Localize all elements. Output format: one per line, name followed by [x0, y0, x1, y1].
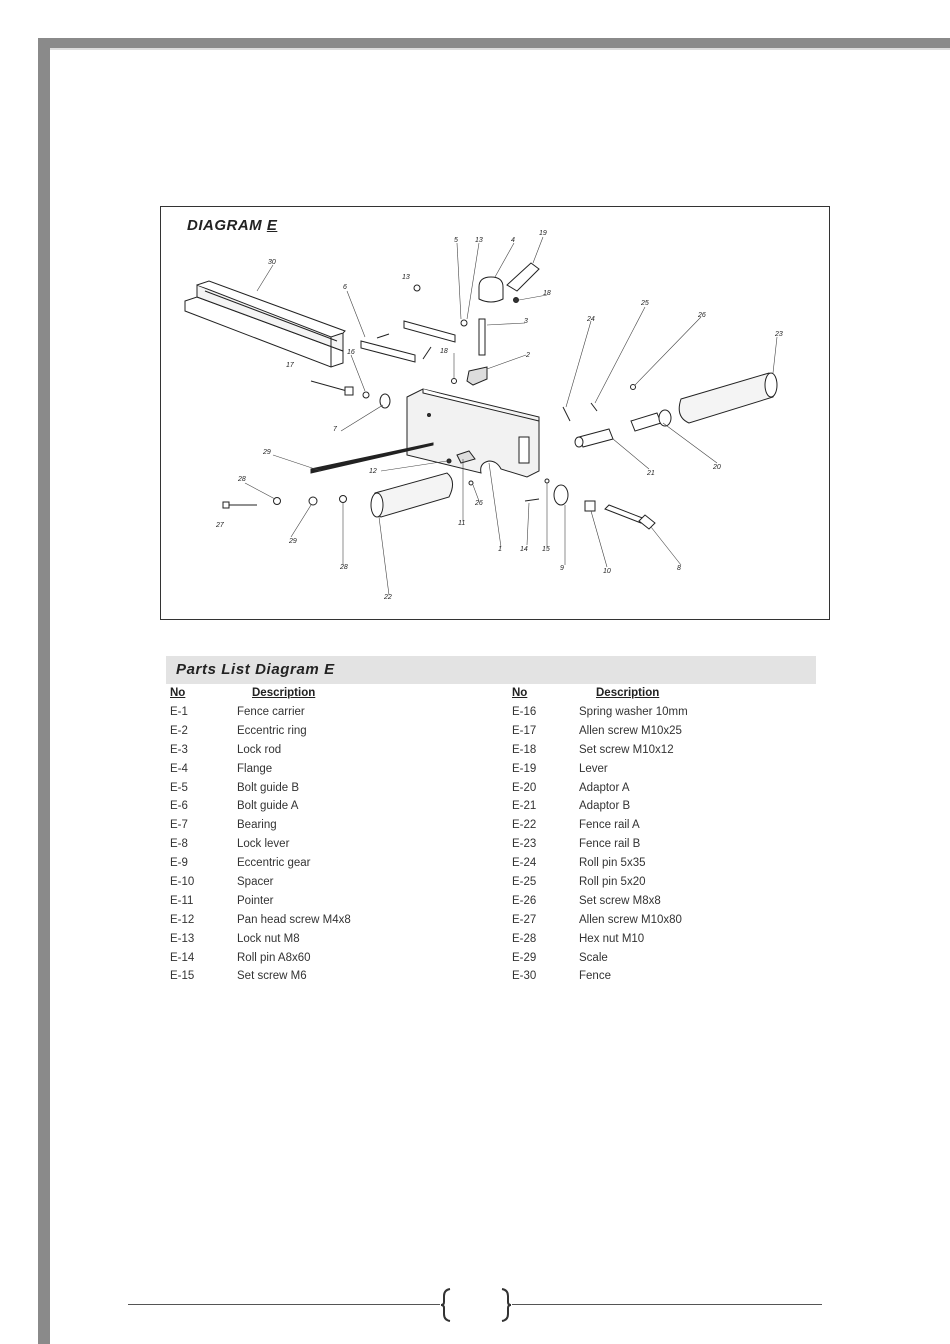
part-description: Allen screw M10x80: [579, 913, 682, 926]
part-description: Set screw M8x8: [579, 894, 661, 907]
part-description: Bolt guide A: [237, 800, 299, 813]
callout-26: 26: [698, 312, 706, 319]
part-number: E-19: [512, 762, 537, 775]
part-number: E-1: [170, 706, 188, 718]
part-description: Roll pin 5x35: [579, 857, 646, 870]
parts-row: [170, 952, 500, 971]
callout-28b: 28: [340, 564, 348, 571]
part-description: Hex nut M10: [579, 932, 645, 945]
callout-18: 18: [543, 290, 551, 297]
part-description: Pointer: [237, 894, 274, 907]
part-number: E-23: [512, 838, 537, 851]
callout-15: 15: [542, 546, 550, 553]
parts-row: [170, 876, 500, 895]
parts-row: [170, 838, 500, 857]
parts-row: [512, 933, 842, 952]
parts-row: [170, 706, 500, 725]
parts-row: [512, 706, 842, 725]
part-number: E-24: [512, 857, 537, 870]
parts-column-left: [170, 686, 500, 989]
part-number: E-16: [512, 706, 537, 718]
page-frame-shadow: [50, 48, 950, 50]
part-number: E-11: [170, 894, 194, 907]
footer-rule-left: [128, 1304, 440, 1305]
parts-row: [170, 725, 500, 744]
callout-labels: [161, 207, 829, 619]
parts-column-right: [512, 686, 842, 989]
part-number: E-27: [512, 913, 537, 926]
part-number: E-20: [512, 781, 537, 794]
parts-row: [170, 744, 500, 763]
part-number: E-21: [512, 800, 537, 813]
callout-28: 28: [238, 476, 246, 483]
parts-column-header: [170, 686, 500, 706]
callout-25: 25: [641, 300, 649, 307]
callout-9: 9: [560, 565, 564, 572]
parts-row: [170, 895, 500, 914]
callout-13: 13: [402, 274, 410, 281]
parts-list-title: Parts List Diagram E: [176, 661, 335, 678]
part-description: Roll pin A8x60: [237, 951, 311, 964]
part-number: E-15: [170, 970, 195, 983]
parts-row: [512, 744, 842, 763]
column-no-heading: No: [170, 687, 186, 699]
part-description: Adaptor A: [579, 781, 630, 794]
part-number: E-8: [170, 838, 188, 851]
part-description: Flange: [237, 762, 273, 775]
parts-row: [170, 819, 500, 838]
part-description: Fence: [579, 970, 611, 983]
callout-5: 5: [454, 237, 458, 244]
part-number: E-18: [512, 743, 537, 756]
parts-row: [512, 952, 842, 971]
parts-list-header: [166, 656, 816, 684]
part-number: E-7: [170, 819, 188, 832]
footer-bracket-left: [440, 1288, 452, 1322]
callout-7: 7: [333, 426, 337, 433]
parts-row: [170, 763, 500, 782]
part-description: Lock nut M8: [237, 932, 300, 945]
part-description: Set screw M6: [237, 970, 307, 983]
parts-row: [170, 933, 500, 952]
callout-30: 30: [268, 259, 276, 266]
part-description: Fence rail B: [579, 838, 641, 851]
callout-18b: 18: [440, 348, 448, 355]
parts-column-header: [512, 686, 842, 706]
parts-row: [170, 970, 500, 989]
parts-row: [512, 819, 842, 838]
part-number: E-5: [170, 781, 188, 794]
part-number: E-3: [170, 743, 188, 756]
part-number: E-28: [512, 932, 537, 945]
callout-27: 27: [216, 522, 224, 529]
parts-row: [170, 782, 500, 801]
callout-22: 22: [384, 594, 392, 601]
column-no-heading: No: [512, 687, 528, 699]
exploded-diagram: [160, 206, 830, 620]
parts-row: [512, 725, 842, 744]
callout-3: 3: [524, 318, 528, 325]
callout-11: 11: [458, 520, 466, 527]
callout-29: 29: [263, 449, 271, 456]
part-number: E-9: [170, 857, 188, 870]
parts-row: [512, 970, 842, 989]
diagram-title: DIAGRAM E: [187, 217, 278, 234]
parts-row: [512, 782, 842, 801]
page-frame-left: [38, 38, 50, 1344]
callout-6: 6: [343, 284, 347, 291]
part-description: Lock rod: [237, 743, 282, 756]
part-description: Eccentric gear: [237, 857, 311, 870]
parts-row: [512, 763, 842, 782]
part-description: Bearing: [237, 819, 277, 832]
part-description: Fence rail A: [579, 819, 640, 832]
page-frame-top: [38, 38, 950, 48]
part-description: Lock lever: [237, 838, 290, 851]
part-number: E-10: [170, 876, 195, 889]
callout-17: 17: [286, 362, 294, 369]
footer-bracket-right: [500, 1288, 512, 1322]
callout-24: 24: [587, 316, 595, 323]
part-number: E-25: [512, 876, 537, 889]
parts-row: [512, 800, 842, 819]
parts-row: [512, 914, 842, 933]
callout-23: 23: [775, 331, 783, 338]
callout-2: 2: [526, 352, 530, 359]
callout-8: 8: [677, 565, 681, 572]
part-number: E-30: [512, 970, 537, 983]
part-number: E-4: [170, 762, 188, 775]
parts-row: [512, 876, 842, 895]
part-description: Pan head screw M4x8: [237, 913, 351, 926]
part-description: Eccentric ring: [237, 724, 307, 737]
callout-10: 10: [603, 568, 611, 575]
callout-1: 1: [498, 546, 502, 553]
callout-19: 19: [539, 230, 547, 237]
parts-row: [170, 857, 500, 876]
callout-14: 14: [520, 546, 528, 553]
part-description: Spacer: [237, 876, 274, 889]
part-description: Allen screw M10x25: [579, 724, 682, 737]
part-description: Bolt guide B: [237, 781, 300, 794]
callout-4: 4: [511, 237, 515, 244]
parts-row: [170, 800, 500, 819]
part-number: E-13: [170, 932, 195, 945]
part-description: Lever: [579, 762, 608, 775]
parts-row: [170, 914, 500, 933]
column-description-heading: Description: [596, 687, 660, 699]
callout-16: 16: [347, 349, 355, 356]
part-number: E-29: [512, 951, 537, 964]
callout-12: 12: [369, 468, 377, 475]
part-number: E-12: [170, 913, 195, 926]
part-number: E-17: [512, 724, 537, 737]
callout-29b: 29: [289, 538, 297, 545]
callout-13b: 13: [475, 237, 483, 244]
part-number: E-2: [170, 724, 188, 737]
parts-row: [512, 895, 842, 914]
callout-21: 21: [647, 470, 655, 477]
callout-26b: 26: [475, 500, 483, 507]
part-description: Roll pin 5x20: [579, 876, 646, 889]
part-number: E-14: [170, 951, 195, 964]
part-description: Scale: [579, 951, 608, 964]
part-description: Adaptor B: [579, 800, 631, 813]
part-number: E-6: [170, 800, 188, 813]
part-number: E-26: [512, 894, 537, 907]
part-description: Set screw M10x12: [579, 743, 674, 756]
part-description: Fence carrier: [237, 706, 305, 718]
footer-rule-right: [512, 1304, 822, 1305]
part-number: E-22: [512, 819, 537, 832]
part-description: Spring washer 10mm: [579, 706, 688, 718]
callout-20: 20: [713, 464, 721, 471]
parts-row: [512, 838, 842, 857]
parts-row: [512, 857, 842, 876]
column-description-heading: Description: [252, 687, 316, 699]
